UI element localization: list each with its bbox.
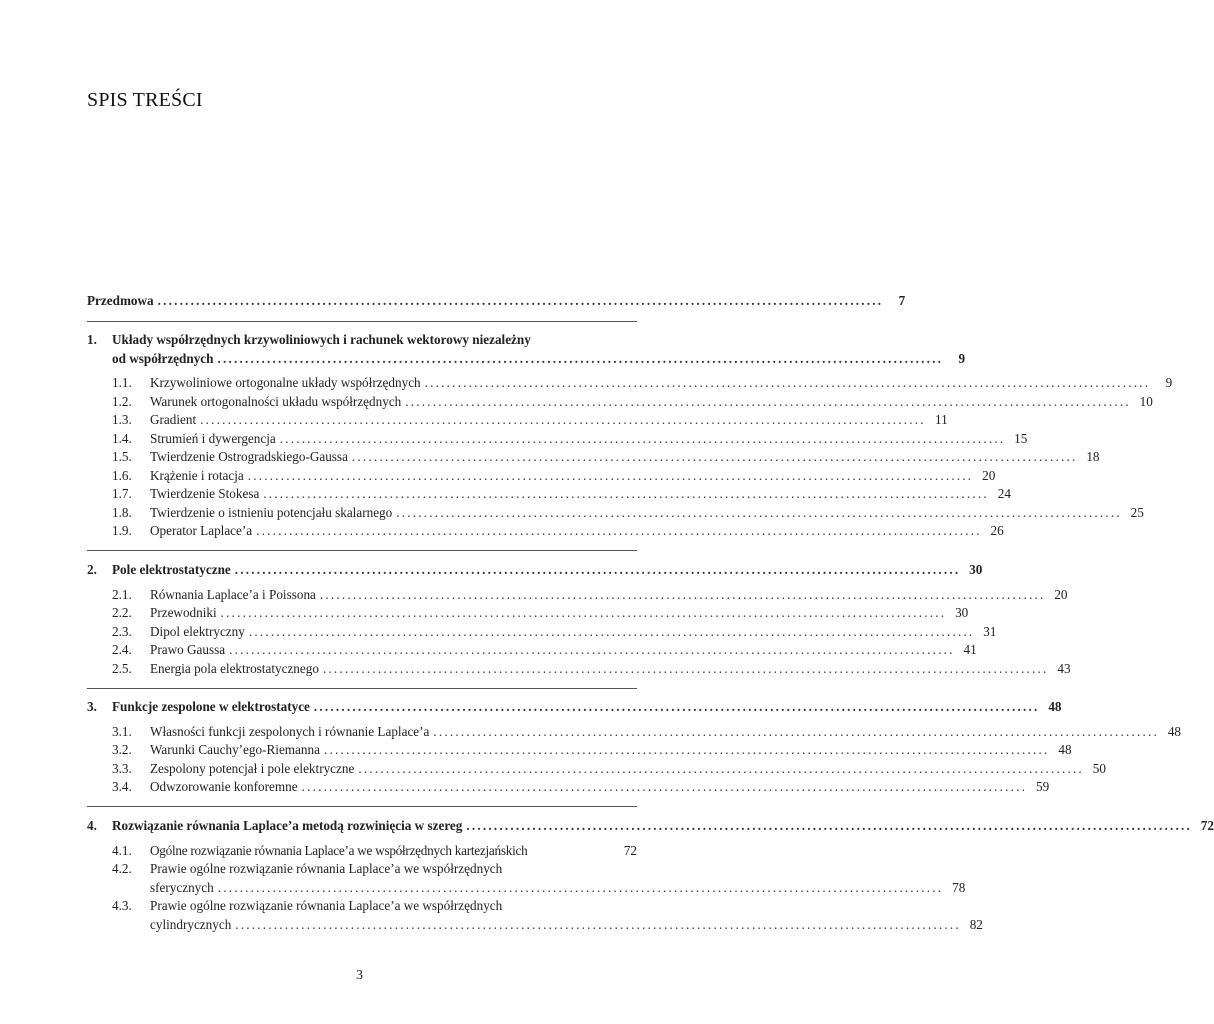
divider	[87, 688, 637, 689]
entry-page: 7	[898, 293, 906, 308]
section-label: Warunki Cauchy’ego-Riemanna	[150, 742, 320, 757]
chapter-number: 2.	[87, 562, 97, 577]
section-number: 3.1.	[112, 724, 132, 739]
section-number: 4.1.	[112, 843, 132, 858]
section-number: 3.4.	[112, 779, 132, 794]
toc-section[interactable]	[87, 641, 977, 659]
section-label: Równania Laplace’a i Poissona	[150, 587, 316, 602]
leader-dots: ....................................................................................................................................	[322, 661, 1049, 676]
page-title: SPIS TREŚCI	[87, 89, 203, 111]
leader-dots: ....................................................................................................................................	[235, 917, 961, 932]
section-label: Własności funkcji zespolonych i równanie Laplace’a	[150, 724, 430, 739]
leader-dots: ....................................................................................................................................	[433, 724, 1159, 739]
section-number: 1.6.	[112, 468, 132, 483]
toc-chapter-1-line1[interactable]	[87, 331, 637, 349]
leader-dots: ....................................................................................................................................	[247, 468, 974, 483]
leader-dots: ....................................................................................................................................	[248, 624, 975, 639]
section-page: 24	[997, 486, 1011, 501]
section-label: Twierdzenie Ostrogradskiego-Gaussa	[150, 449, 348, 464]
toc-section[interactable]	[87, 760, 1106, 778]
section-label: Ogólne rozwiązanie równania Laplace’a we współrzędnych kartezjańskich	[150, 843, 528, 858]
section-page: 26	[990, 523, 1004, 538]
section-label: Operator Laplace’a	[150, 523, 253, 538]
section-number: 1.5.	[112, 449, 132, 464]
section-number: 2.5.	[112, 661, 132, 676]
toc-section[interactable]	[87, 604, 969, 622]
entry-page: 72	[1200, 818, 1214, 833]
section-page: 9	[1165, 375, 1173, 390]
leader-dots: ....................................................................................................................................	[351, 449, 1078, 464]
section-number: 1.1.	[112, 375, 132, 390]
section-label-line1: Prawie ogólne rozwiązanie równania Laplace’a we współrzędnych	[150, 861, 503, 876]
section-page: 30	[955, 605, 969, 620]
entry-page: 48	[1048, 699, 1062, 714]
toc-section[interactable]	[87, 411, 948, 429]
leader-dots: ....................................................................................................................................	[313, 699, 1040, 714]
page-number: 3	[356, 968, 363, 983]
entry-page: 30	[969, 562, 983, 577]
chapter-title: Pole elektrostatyczne	[112, 562, 231, 577]
section-number: 2.4.	[112, 642, 132, 657]
toc-section-line2[interactable]	[87, 879, 966, 897]
section-number: 3.3.	[112, 761, 132, 776]
section-number: 1.7.	[112, 486, 132, 501]
section-number: 3.2.	[112, 742, 132, 757]
leader-dots: ....................................................................................................................................	[256, 523, 982, 538]
toc-section[interactable]	[87, 778, 1050, 796]
leader-dots: ....................................................................................................................................	[157, 293, 884, 308]
chapter-number: 4.	[87, 818, 97, 833]
section-label: Zespolony potencjał i pole elektryczne	[150, 761, 355, 776]
section-label: Energia pola elektrostatycznego	[150, 661, 319, 676]
leader-dots: ....................................................................................................................................	[466, 818, 1192, 833]
toc-chapter-2[interactable]	[87, 561, 983, 579]
section-page: 48	[1058, 742, 1072, 757]
section-label: Strumień i dywergencja	[150, 431, 276, 446]
leader-dots: ....................................................................................................................................	[217, 351, 944, 366]
toc-chapter-4[interactable]	[87, 817, 1214, 835]
section-number: 2.2.	[112, 605, 132, 620]
toc-section[interactable]	[87, 623, 997, 641]
toc-section[interactable]	[87, 842, 637, 860]
section-page: 31	[983, 624, 997, 639]
toc-section[interactable]	[87, 393, 1153, 411]
toc-section[interactable]	[87, 467, 996, 485]
section-label: Warunek ortogonalności układu współrzędnych	[150, 394, 402, 409]
section-page: 41	[963, 642, 977, 657]
leader-dots: ....................................................................................................................................	[234, 562, 961, 577]
toc-section[interactable]	[87, 741, 1072, 759]
section-page: 11	[935, 412, 948, 427]
section-page: 59	[1035, 779, 1050, 794]
section-number: 1.8.	[112, 505, 132, 520]
leader-dots: ....................................................................................................................................	[323, 742, 1050, 757]
toc-chapter-1-line2[interactable]	[87, 350, 966, 368]
section-page: 10	[1139, 394, 1153, 409]
section-label-line2: sferycznych	[150, 880, 214, 895]
section-label: Przewodniki	[150, 605, 217, 620]
toc-section[interactable]	[87, 504, 1144, 522]
chapter-number: 1.	[87, 332, 97, 347]
entry-label: Przedmowa	[87, 293, 154, 308]
section-label: Krążenie i rotacja	[150, 468, 244, 483]
toc-entry-preface[interactable]	[87, 292, 906, 310]
section-label: Twierdzenie o istnieniu potencjału skalarnego	[150, 505, 393, 520]
section-number: 1.2.	[112, 394, 132, 409]
section-label-line2: cylindrycznych	[150, 917, 232, 932]
leader-dots: ....................................................................................................................................	[220, 605, 947, 620]
section-page: 78	[952, 880, 966, 895]
leader-dots: ....................................................................................................................................	[424, 375, 1151, 390]
toc-section[interactable]	[87, 448, 1100, 466]
section-number: 4.3.	[112, 898, 132, 913]
section-label: Twierdzenie Stokesa	[150, 486, 260, 501]
chapter-number: 3.	[87, 699, 97, 714]
chapter-title: Funkcje zespolone w elektrostatyce	[112, 699, 310, 714]
toc-section[interactable]	[87, 430, 1028, 448]
toc-section[interactable]	[87, 723, 1181, 741]
section-label-line1: Prawie ogólne rozwiązanie równania Laplace’a we współrzędnych	[150, 898, 503, 913]
section-label: Gradient	[150, 412, 197, 427]
section-page: 25	[1130, 505, 1144, 520]
section-page: 15	[1014, 431, 1028, 446]
section-label: Odwzorowanie konforemne	[150, 779, 298, 794]
chapter-title-line2: od współrzędnych	[112, 351, 214, 366]
toc-section[interactable]	[87, 374, 1173, 392]
section-label: Krzywoliniowe ortogonalne układy współrzędnych	[150, 375, 421, 390]
section-number: 1.9.	[112, 523, 132, 538]
section-number: 1.3.	[112, 412, 132, 427]
toc-section[interactable]	[87, 522, 1004, 540]
divider	[87, 806, 637, 807]
chapter-title-line1: Układy współrzędnych krzywoliniowych i rachunek wektorowy niezależny	[112, 332, 531, 347]
divider	[87, 550, 637, 551]
toc-section-line2[interactable]	[87, 916, 983, 934]
leader-dots: ....................................................................................................................................	[319, 587, 1046, 602]
section-page: 72	[623, 843, 637, 858]
toc-chapter-3[interactable]	[87, 698, 1062, 716]
leader-dots: ....................................................................................................................................	[358, 761, 1084, 776]
section-page: 48	[1167, 724, 1181, 739]
section-number: 2.1.	[112, 587, 132, 602]
divider	[87, 321, 637, 322]
leader-dots: ....................................................................................................................................	[279, 431, 1006, 446]
toc-section[interactable]	[87, 660, 1071, 678]
section-number: 4.2.	[112, 861, 132, 876]
section-number: 1.4.	[112, 431, 132, 446]
section-page: 20	[1054, 587, 1068, 602]
section-page: 82	[969, 917, 983, 932]
toc-section[interactable]	[87, 485, 1011, 503]
section-page: 43	[1057, 661, 1071, 676]
section-label: Prawo Gaussa	[150, 642, 226, 657]
entry-page: 9	[958, 351, 966, 366]
leader-dots: ....................................................................................................................................	[396, 505, 1122, 520]
leader-dots: ....................................................................................................................................	[263, 486, 989, 501]
section-page: 50	[1092, 761, 1106, 776]
section-page: 18	[1086, 449, 1100, 464]
section-number: 2.3.	[112, 624, 132, 639]
leader-dots: ....................................................................................................................................	[217, 880, 944, 895]
chapter-title: Rozwiązanie równania Laplace’a metodą rozwinięcia w szereg	[112, 818, 463, 833]
toc-section-line1[interactable]	[87, 897, 637, 915]
toc-section-line1[interactable]	[87, 860, 637, 878]
leader-dots: ....................................................................................................................................	[405, 394, 1131, 409]
section-page: 20	[982, 468, 996, 483]
toc-section[interactable]	[87, 586, 1068, 604]
leader-dots: ....................................................................................................................................	[229, 642, 955, 657]
leader-dots: ....................................................................................................................................	[301, 779, 1028, 794]
section-label: Dipol elektryczny	[150, 624, 245, 639]
leader-dots: ....................................................................................................................................	[200, 412, 926, 427]
